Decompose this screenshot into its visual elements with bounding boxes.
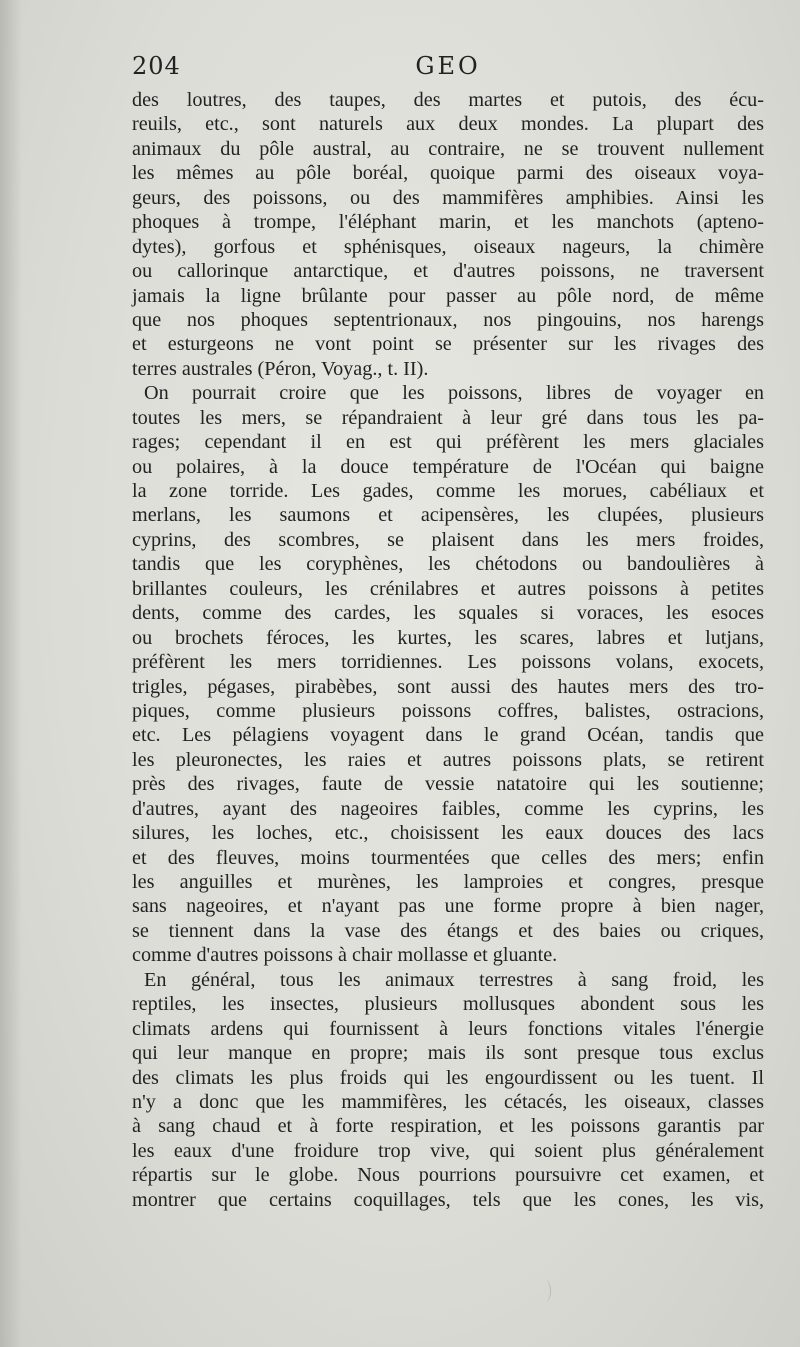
text-line: comme d'autres poissons à chair mollasse et gluante. [132,944,558,967]
text-line: les anguilles et murènes, les lamproies et congres, presque [132,871,764,893]
text-line: tandis que les coryphènes, les chétodons ou bandoulières à [132,553,764,576]
text-line: répartis sur le globe. Nous pourrions poursuivre cet examen, et [132,1164,764,1187]
text-line: à sang chaud et à forte respiration, et les poissons garantis par [132,1115,764,1138]
text-line: les pleuronectes, les raies et autres poissons plats, se retirent [132,748,764,771]
text-line: près des rivages, faute de vessie natatoire qui les soutienne; [132,773,764,796]
text-line: silures, les loches, etc., choisissent les eaux douces des lacs [132,822,764,845]
page-fold-shadow [0,0,22,1347]
text-line: trigles, pégases, pirabèbes, sont aussi des hautes mers des tro- [132,675,764,698]
text-line: terres australes (Péron, Voyag., t. II). [132,357,429,380]
text-line: des loutres, des taupes, des martes et putois, des écu- [132,89,764,111]
text-line: En général, tous les animaux terrestres à sang froid, les [144,968,764,991]
text-line: et esturgeons ne vont point se présenter sur les rivages des [132,333,764,356]
text-line: préfèrent les mers torridiennes. Les poissons volans, exocets, [132,651,764,674]
text-line: etc. Les pélagiens voyagent dans le grand Océan, tandis que [132,724,764,747]
page-header [132,52,764,92]
text-line: dents, comme des cardes, les squales si voraces, les esoces [132,602,764,625]
text-line: les eaux d'une froidure trop vive, qui soient plus généralement [132,1139,764,1162]
text-line: et des fleuves, moins tourmentées que celles des mers; enfin [132,846,764,869]
text-line: n'y a donc que les mammifères, les cétacés, les oiseaux, classes [132,1090,764,1113]
text-line: geurs, des poissons, ou des mammifères amphibies. Ainsi les [132,186,764,209]
text-line: merlans, les saumons et acipensères, les clupées, plusieurs [132,504,764,527]
text-line: d'autres, ayant des nageoires faibles, comme les cyprins, les [132,797,764,820]
page-mark [540,1280,551,1302]
body-text [132,88,764,1212]
text-line: les mêmes au pôle boréal, quoique parmi des oiseaux voya- [132,162,764,185]
text-line: que nos phoques septentrionaux, nos pingouins, nos harengs [132,308,764,331]
text-line: reuils, etc., sont naturels aux deux mondes. La plupart des [132,113,764,136]
text-line: ou polaires, à la douce température de l'Océan qui baigne [132,455,764,478]
text-line: cyprins, des scombres, se plaisent dans les mers froides, [132,528,764,551]
text-line: toutes les mers, se répandraient à leur gré dans tous les pa- [132,406,764,429]
text-line: reptiles, les insectes, plusieurs mollusques abondent sous les [132,993,764,1016]
text-line: des climats les plus froids qui les engourdissent ou les tuent. Il [132,1066,764,1089]
text-line: climats ardens qui fournissent à leurs fonctions vitales l'énergie [132,1017,764,1040]
text-line: rages; cependant il en est qui préfèrent les mers glaciales [132,431,764,454]
text-line: animaux du pôle austral, au contraire, ne se trouvent nullement [132,137,764,160]
text-line: piques, comme plusieurs poissons coffres, balistes, ostracions, [132,699,764,722]
text-line: se tiennent dans la vase des étangs et des baies ou criques, [132,919,764,942]
text-line: qui leur manque en propre; mais ils sont presque tous exclus [132,1042,764,1065]
text-line: jamais la ligne brûlante pour passer au pôle nord, de même [132,284,764,307]
text-line: phoques à trompe, l'éléphant marin, et les manchots (apteno- [132,211,764,234]
running-head: GEO [415,52,481,80]
text-line: sans nageoires, et n'ayant pas une forme propre à bien nager, [132,895,764,918]
text-line: brillantes couleurs, les crénilabres et autres poissons à petites [132,577,764,600]
page-number: 204 [132,52,181,80]
text-line: ou callorinque antarctique, et d'autres poissons, ne traversent [132,260,764,283]
text-line: la zone torride. Les gades, comme les morues, cabéliaux et [132,480,764,502]
text-line: ou brochets féroces, les kurtes, les scares, labres et lutjans, [132,626,764,649]
text-line: dytes), gorfous et sphénisques, oiseaux nageurs, la chimère [132,235,764,258]
text-line: On pourrait croire que les poissons, libres de voyager en [144,382,764,405]
text-line: montrer que certains coquillages, tels que les cones, les vis, [132,1188,764,1211]
